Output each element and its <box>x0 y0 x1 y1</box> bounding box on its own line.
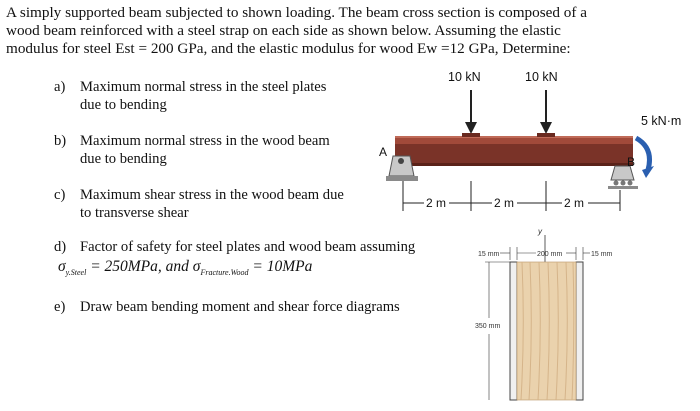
load-2-label: 10 kN <box>525 70 558 84</box>
span-1-label: 2 m <box>426 196 447 210</box>
sigma-symbol: σ <box>58 258 66 275</box>
wood-fracture-value: = 10MPa <box>248 258 313 275</box>
load-1-label: 10 kN <box>448 70 481 84</box>
sigma-symbol: σ <box>192 258 201 275</box>
y-axis-label: y <box>538 227 542 236</box>
intro-line-2: wood beam reinforced with a steel strap on each side as shown below. Assuming the elastic <box>6 22 561 39</box>
load-arrow-1-icon <box>465 90 477 134</box>
question-text-cont: due to bending <box>80 97 167 113</box>
steel-yield-value: = 250MPa, and <box>90 258 193 275</box>
load-arrow-2-icon <box>540 90 552 134</box>
question-label: b) <box>54 133 67 149</box>
question-text: Draw beam bending moment and shear force diagrams <box>80 299 400 315</box>
beam-body <box>395 133 633 166</box>
wood-width-dimension: 200 mm <box>537 251 563 258</box>
span-2-label: 2 m <box>494 196 515 210</box>
question-label: a) <box>54 79 66 95</box>
moment-arrow-icon <box>636 138 654 178</box>
question-text-cont: due to bending <box>80 151 167 167</box>
height-dimension: 350 mm <box>475 323 501 330</box>
support-a-label: A <box>379 145 388 159</box>
support-b-label: B <box>627 155 636 169</box>
question-text: Maximum normal stress in the wood beam <box>80 133 330 149</box>
question-text: Maximum normal stress in the steel plates <box>80 79 327 95</box>
question-text-cont: to transverse shear <box>80 205 189 221</box>
subscript-steel: y.Steel <box>65 268 87 278</box>
cross-section-diagram <box>475 227 613 400</box>
intro-line-1: A simply supported beam subjected to shown loading. The beam cross section is composed of a <box>6 4 587 21</box>
question-label: c) <box>54 187 66 203</box>
question-label: d) <box>54 239 67 255</box>
question-text: Factor of safety for steel plates and wood beam assuming <box>80 239 416 255</box>
span-3-label: 2 m <box>564 196 585 210</box>
right-plate-dimension: 15 mm <box>591 251 613 258</box>
left-plate-dimension: 15 mm <box>478 251 500 258</box>
intro-line-3: modulus for steel Est = 200 GPa, and the elastic modulus for wood Ew =12 GPa, Determine: <box>6 40 571 57</box>
moment-label: 5 kN·m <box>641 114 682 128</box>
roller-support-icon <box>608 166 638 189</box>
question-label: e) <box>54 299 66 315</box>
subscript-wood: Fracture.Wood <box>200 268 249 278</box>
question-text: Maximum shear stress in the wood beam due <box>80 187 344 203</box>
